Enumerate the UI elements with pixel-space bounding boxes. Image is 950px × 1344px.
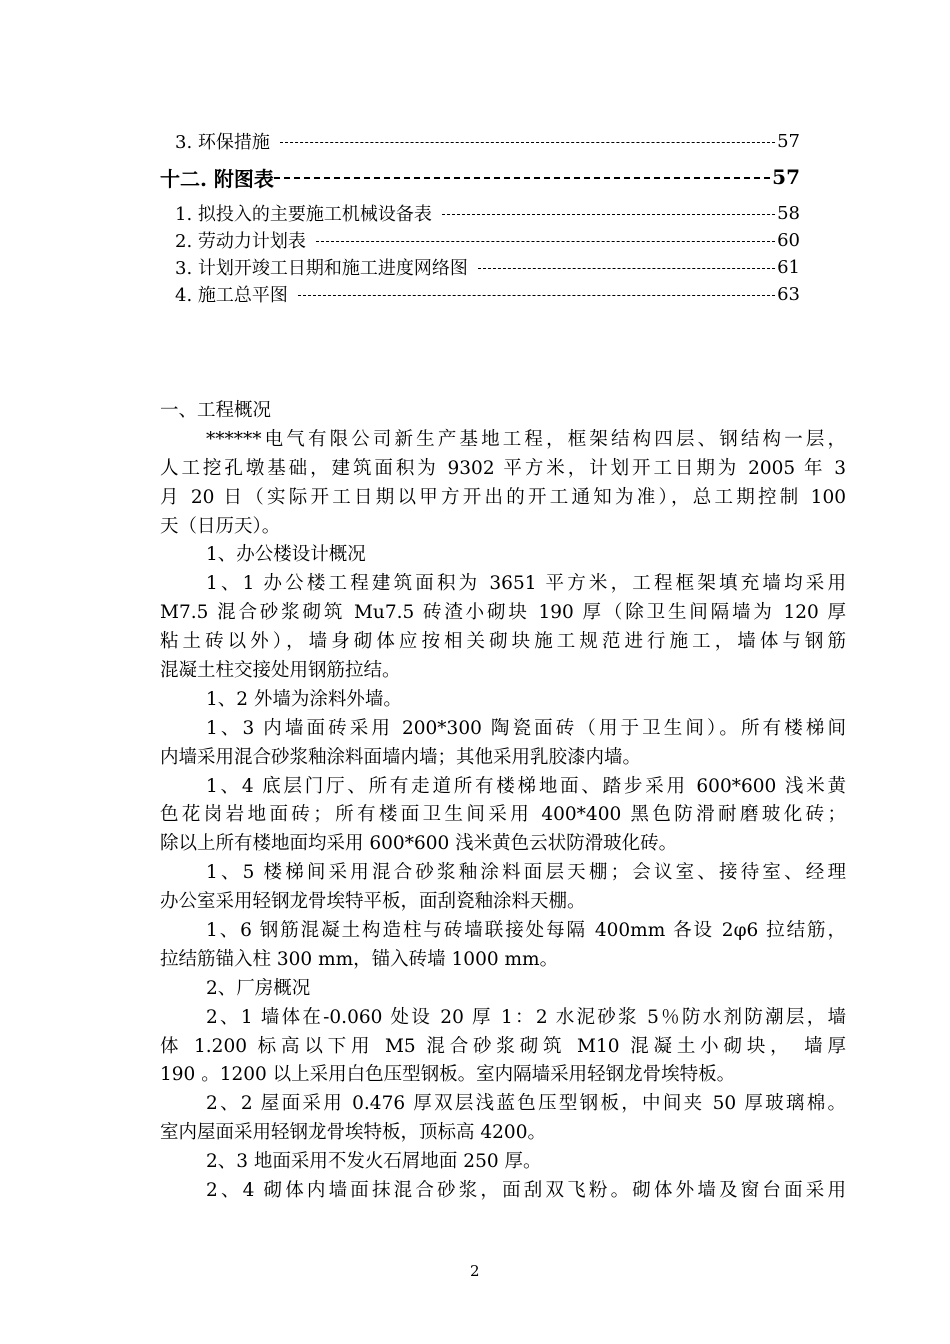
toc-entry-label: 2. 劳动力计划表 bbox=[175, 231, 306, 252]
text-line: 2、1 墙体在-0.060 处设 20 厚 1：2 水泥砂浆 5％防水剂防潮层，墙 bbox=[206, 1006, 846, 1028]
toc-entry-label: 3. 环保措施 bbox=[175, 132, 270, 153]
toc-entry-page: 60 bbox=[777, 229, 800, 251]
text-line: 1、5 楼梯间采用混合砂浆釉涂料面层天棚；会议室、接待室、经理 bbox=[206, 862, 846, 884]
text-line: 粘土砖以外），墙身砌体应按相关砌块施工规范进行施工，墙体与钢筋 bbox=[160, 631, 846, 653]
text-line: 2、4 砌体内墙面抹混合砂浆，面刮双飞粉。砌体外墙及窗台面采用 bbox=[206, 1180, 846, 1202]
toc-leader bbox=[298, 295, 775, 296]
text-line: 除以上所有楼地面均采用 600*600 浅米黄色云状防滑玻化砖。 bbox=[160, 833, 678, 855]
text-line: 混凝土柱交接处用钢筋拉结。 bbox=[160, 660, 401, 682]
text-line: 拉结筋锚入柱 300 mm，锚入砖墙 1000 mm。 bbox=[160, 948, 559, 970]
text-line: 1、6 钢筋混凝土构造柱与砖墙联接处每隔 400mm 各设 2φ6 拉结筋， bbox=[206, 920, 846, 942]
toc-entry-page: 57 bbox=[772, 165, 800, 189]
text-line: 2、3 地面采用不发火石屑地面 250 厚。 bbox=[206, 1151, 542, 1173]
text-line: 190 。1200 以上采用白色压型钢板。室内隔墙采用轻钢龙骨埃特板。 bbox=[160, 1064, 736, 1086]
text-line: 办公室采用轻钢龙骨埃特平板，面刮瓷釉涂料天棚。 bbox=[160, 891, 586, 913]
text-line: 一、工程概况 bbox=[160, 400, 272, 421]
toc-entry-page: 58 bbox=[777, 202, 800, 224]
toc-entry[interactable] bbox=[175, 200, 800, 226]
document-body bbox=[160, 397, 846, 1206]
text-line: 2、2 屋面采用 0.476 厚双层浅蓝色压型钢板，中间夹 50 厚玻璃棉。 bbox=[206, 1093, 846, 1115]
text-line: M7.5 混合砂浆砌筑 Mu7.5 砖渣小砌块 190 厚（除卫生间隔墙为 120 厚 bbox=[160, 602, 846, 624]
toc-entry[interactable] bbox=[175, 227, 800, 253]
text-line: 人工挖孔墩基础，建筑面积为 9302 平方米，计划开工日期为 2005 年 3 bbox=[160, 457, 846, 479]
text-line: 1、4 底层门厅、所有走道所有楼梯地面、踏步采用 600*600 浅米黄 bbox=[206, 775, 846, 797]
text-line: 1、1 办公楼工程建筑面积为 3651 平方米，工程框架填充墙均采用 bbox=[206, 573, 846, 595]
toc-leader bbox=[316, 241, 775, 242]
text-line: 室内屋面采用轻钢龙骨埃特板，顶标高 4200。 bbox=[160, 1122, 546, 1144]
text-line: 内墙采用混合砂浆釉涂料面墙内墙；其他采用乳胶漆内墙。 bbox=[160, 746, 642, 768]
text-line: 色花岗岩地面砖；所有楼面卫生间采用 400*400 黑色防滑耐磨玻化砖； bbox=[160, 804, 846, 826]
text-line: ******电气有限公司新生产基地工程，框架结构四层、钢结构一层， bbox=[206, 428, 846, 450]
toc-entry[interactable] bbox=[175, 281, 800, 307]
toc-leader bbox=[274, 177, 770, 179]
toc-leader bbox=[442, 214, 775, 215]
toc-leader bbox=[478, 268, 775, 269]
text-line: 1、办公楼设计概况 bbox=[206, 544, 366, 566]
toc-entry[interactable] bbox=[160, 164, 800, 190]
text-line: 月 20 日（实际开工日期以甲方开出的开工通知为准），总工期控制 100 bbox=[160, 486, 846, 508]
toc-entry-label: 3. 计划开竣工日期和施工进度网络图 bbox=[175, 258, 468, 279]
toc-entry-label: 4. 施工总平图 bbox=[175, 285, 288, 306]
page-number: 2 bbox=[470, 1262, 480, 1280]
toc-entry-label: 1. 拟投入的主要施工机械设备表 bbox=[175, 204, 432, 225]
toc-entry[interactable] bbox=[175, 128, 800, 154]
toc-leader bbox=[280, 142, 775, 143]
toc-entry-label: 十二. 附图表 bbox=[160, 166, 274, 191]
text-line: 1、2 外墙为涂料外墙。 bbox=[206, 688, 402, 710]
text-line: 天（日历天）。 bbox=[160, 515, 281, 537]
text-line: 体 1.200 标高以下用 M5 混合砂浆砌筑 M10 混凝土小砌块， 墙厚 bbox=[160, 1035, 846, 1057]
text-line: 1、3 内墙面砖采用 200*300 陶瓷面砖（用于卫生间）。所有楼梯间 bbox=[206, 717, 846, 739]
toc-entry-page: 57 bbox=[777, 130, 800, 152]
toc-entry-page: 61 bbox=[777, 256, 800, 278]
toc-entry[interactable] bbox=[175, 254, 800, 280]
toc-entry-page: 63 bbox=[777, 283, 800, 305]
text-line: 2、厂房概况 bbox=[206, 977, 311, 999]
